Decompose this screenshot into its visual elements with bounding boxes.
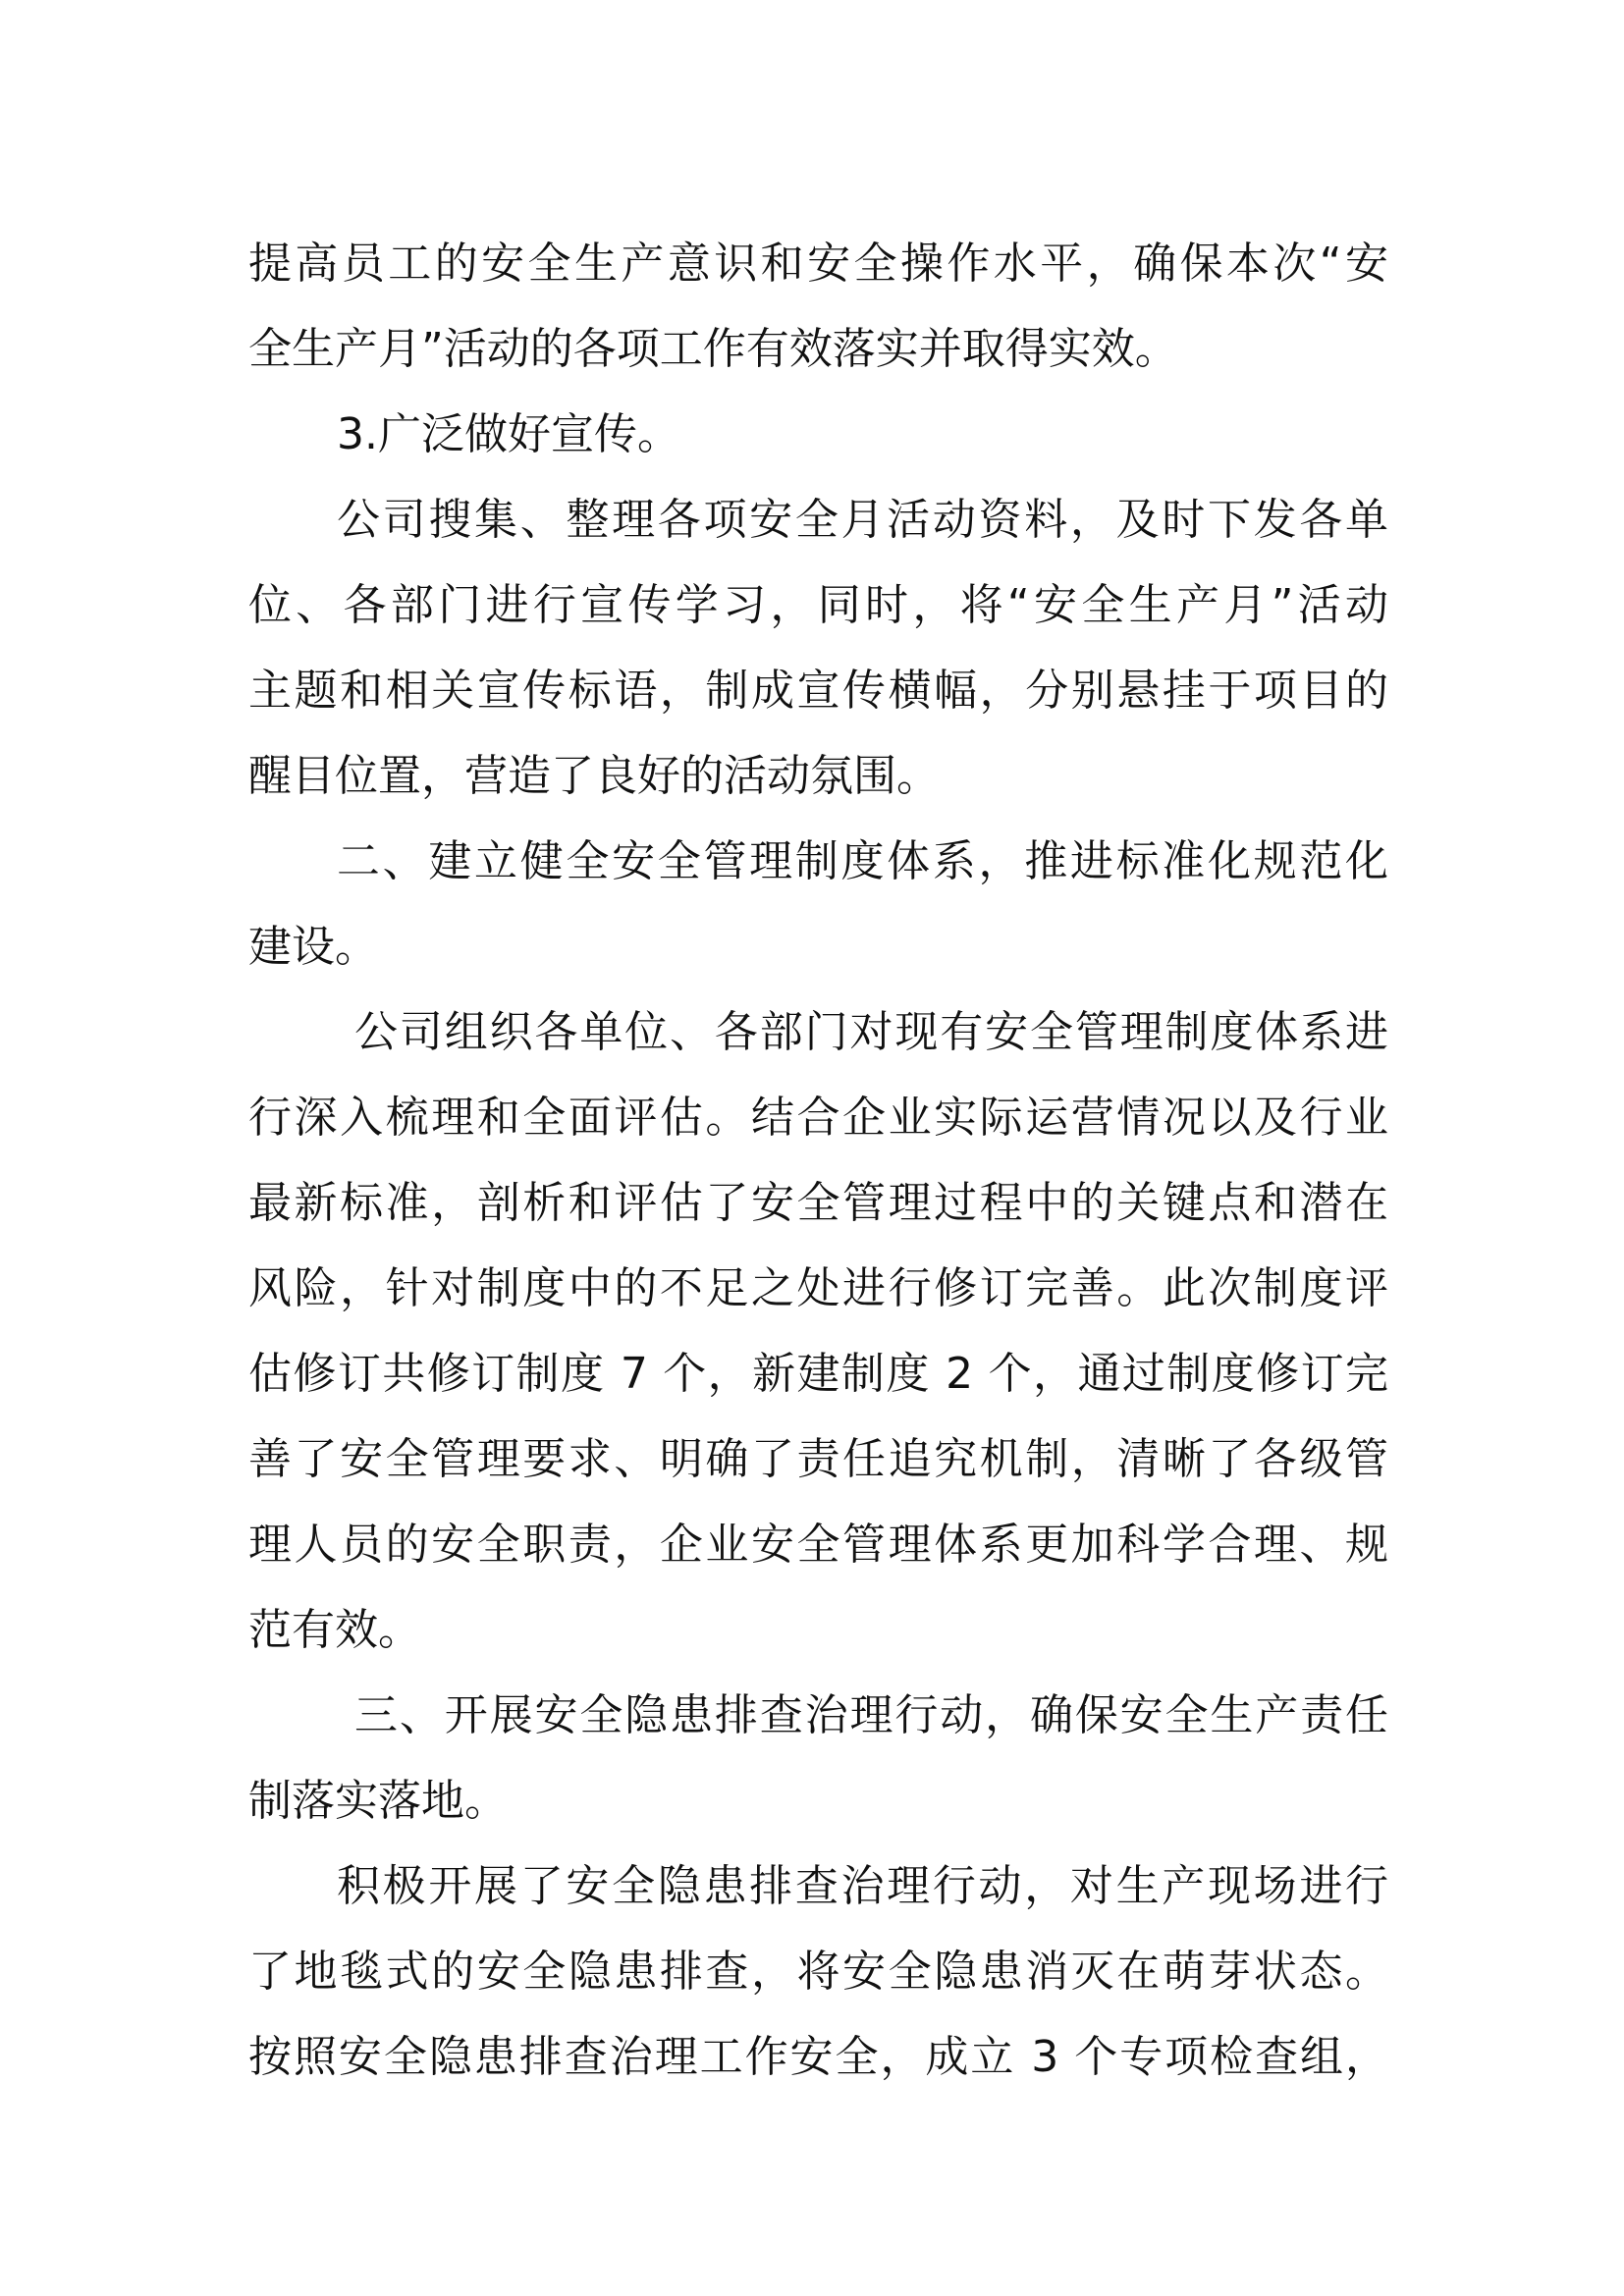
- body-text-line: 积极开展了安全隐患排查治理行动，对生产现场进行: [337, 1861, 1388, 1911]
- body-text-line: 公司搜集、整理各项安全月活动资料，及时下发各单: [337, 495, 1388, 545]
- section-heading: 制落实落地。: [248, 1776, 508, 1826]
- body-text-line: 行深入梳理和全面评估。结合企业实际运营情况以及行业: [248, 1093, 1388, 1143]
- subsection-heading: 3.广泛做好宣传。: [337, 409, 680, 459]
- body-text-line: 善了安全管理要求、明确了责任追究机制，清晰了各级管: [248, 1434, 1388, 1484]
- section-heading: 三、开展安全隐患排查治理行动，确保安全生产责任: [354, 1690, 1388, 1740]
- section-heading: 二、建立健全安全管理制度体系，推进标准化规范化: [337, 836, 1388, 886]
- body-text-line: 最新标准，剖析和评估了安全管理过程中的关键点和潜在: [248, 1178, 1388, 1228]
- body-text-line: 理人员的安全职责，企业安全管理体系更加科学合理、规: [248, 1520, 1388, 1570]
- body-text-line: 按照安全隐患排查治理工作安全，成立 3 个专项检查组，: [248, 2032, 1388, 2082]
- body-text-line: 主题和相关宣传标语，制成宣传横幅，分别悬挂于项目的: [248, 666, 1388, 716]
- body-text-line: 公司组织各单位、各部门对现有安全管理制度体系进: [354, 1007, 1388, 1057]
- body-text-line: 提高员工的安全生产意识和安全操作水平，确保本次“安: [248, 239, 1388, 289]
- body-text-line: 全生产月”活动的各项工作有效落实并取得实效。: [248, 324, 1178, 374]
- body-text-line: 醒目位置，营造了良好的活动氛围。: [248, 751, 940, 801]
- body-text-line: 位、各部门进行宣传学习，同时，将“安全生产月”活动: [248, 580, 1388, 630]
- body-text-line: 范有效。: [248, 1605, 421, 1655]
- body-text-line: 了地毯式的安全隐患排查，将安全隐患消灭在萌芽状态。: [248, 1947, 1388, 1997]
- body-text-line: 估修订共修订制度 7 个，新建制度 2 个，通过制度修订完: [248, 1349, 1388, 1399]
- section-heading: 建设。: [248, 922, 378, 972]
- body-text-line: 风险，针对制度中的不足之处进行修订完善。此次制度评: [248, 1263, 1388, 1313]
